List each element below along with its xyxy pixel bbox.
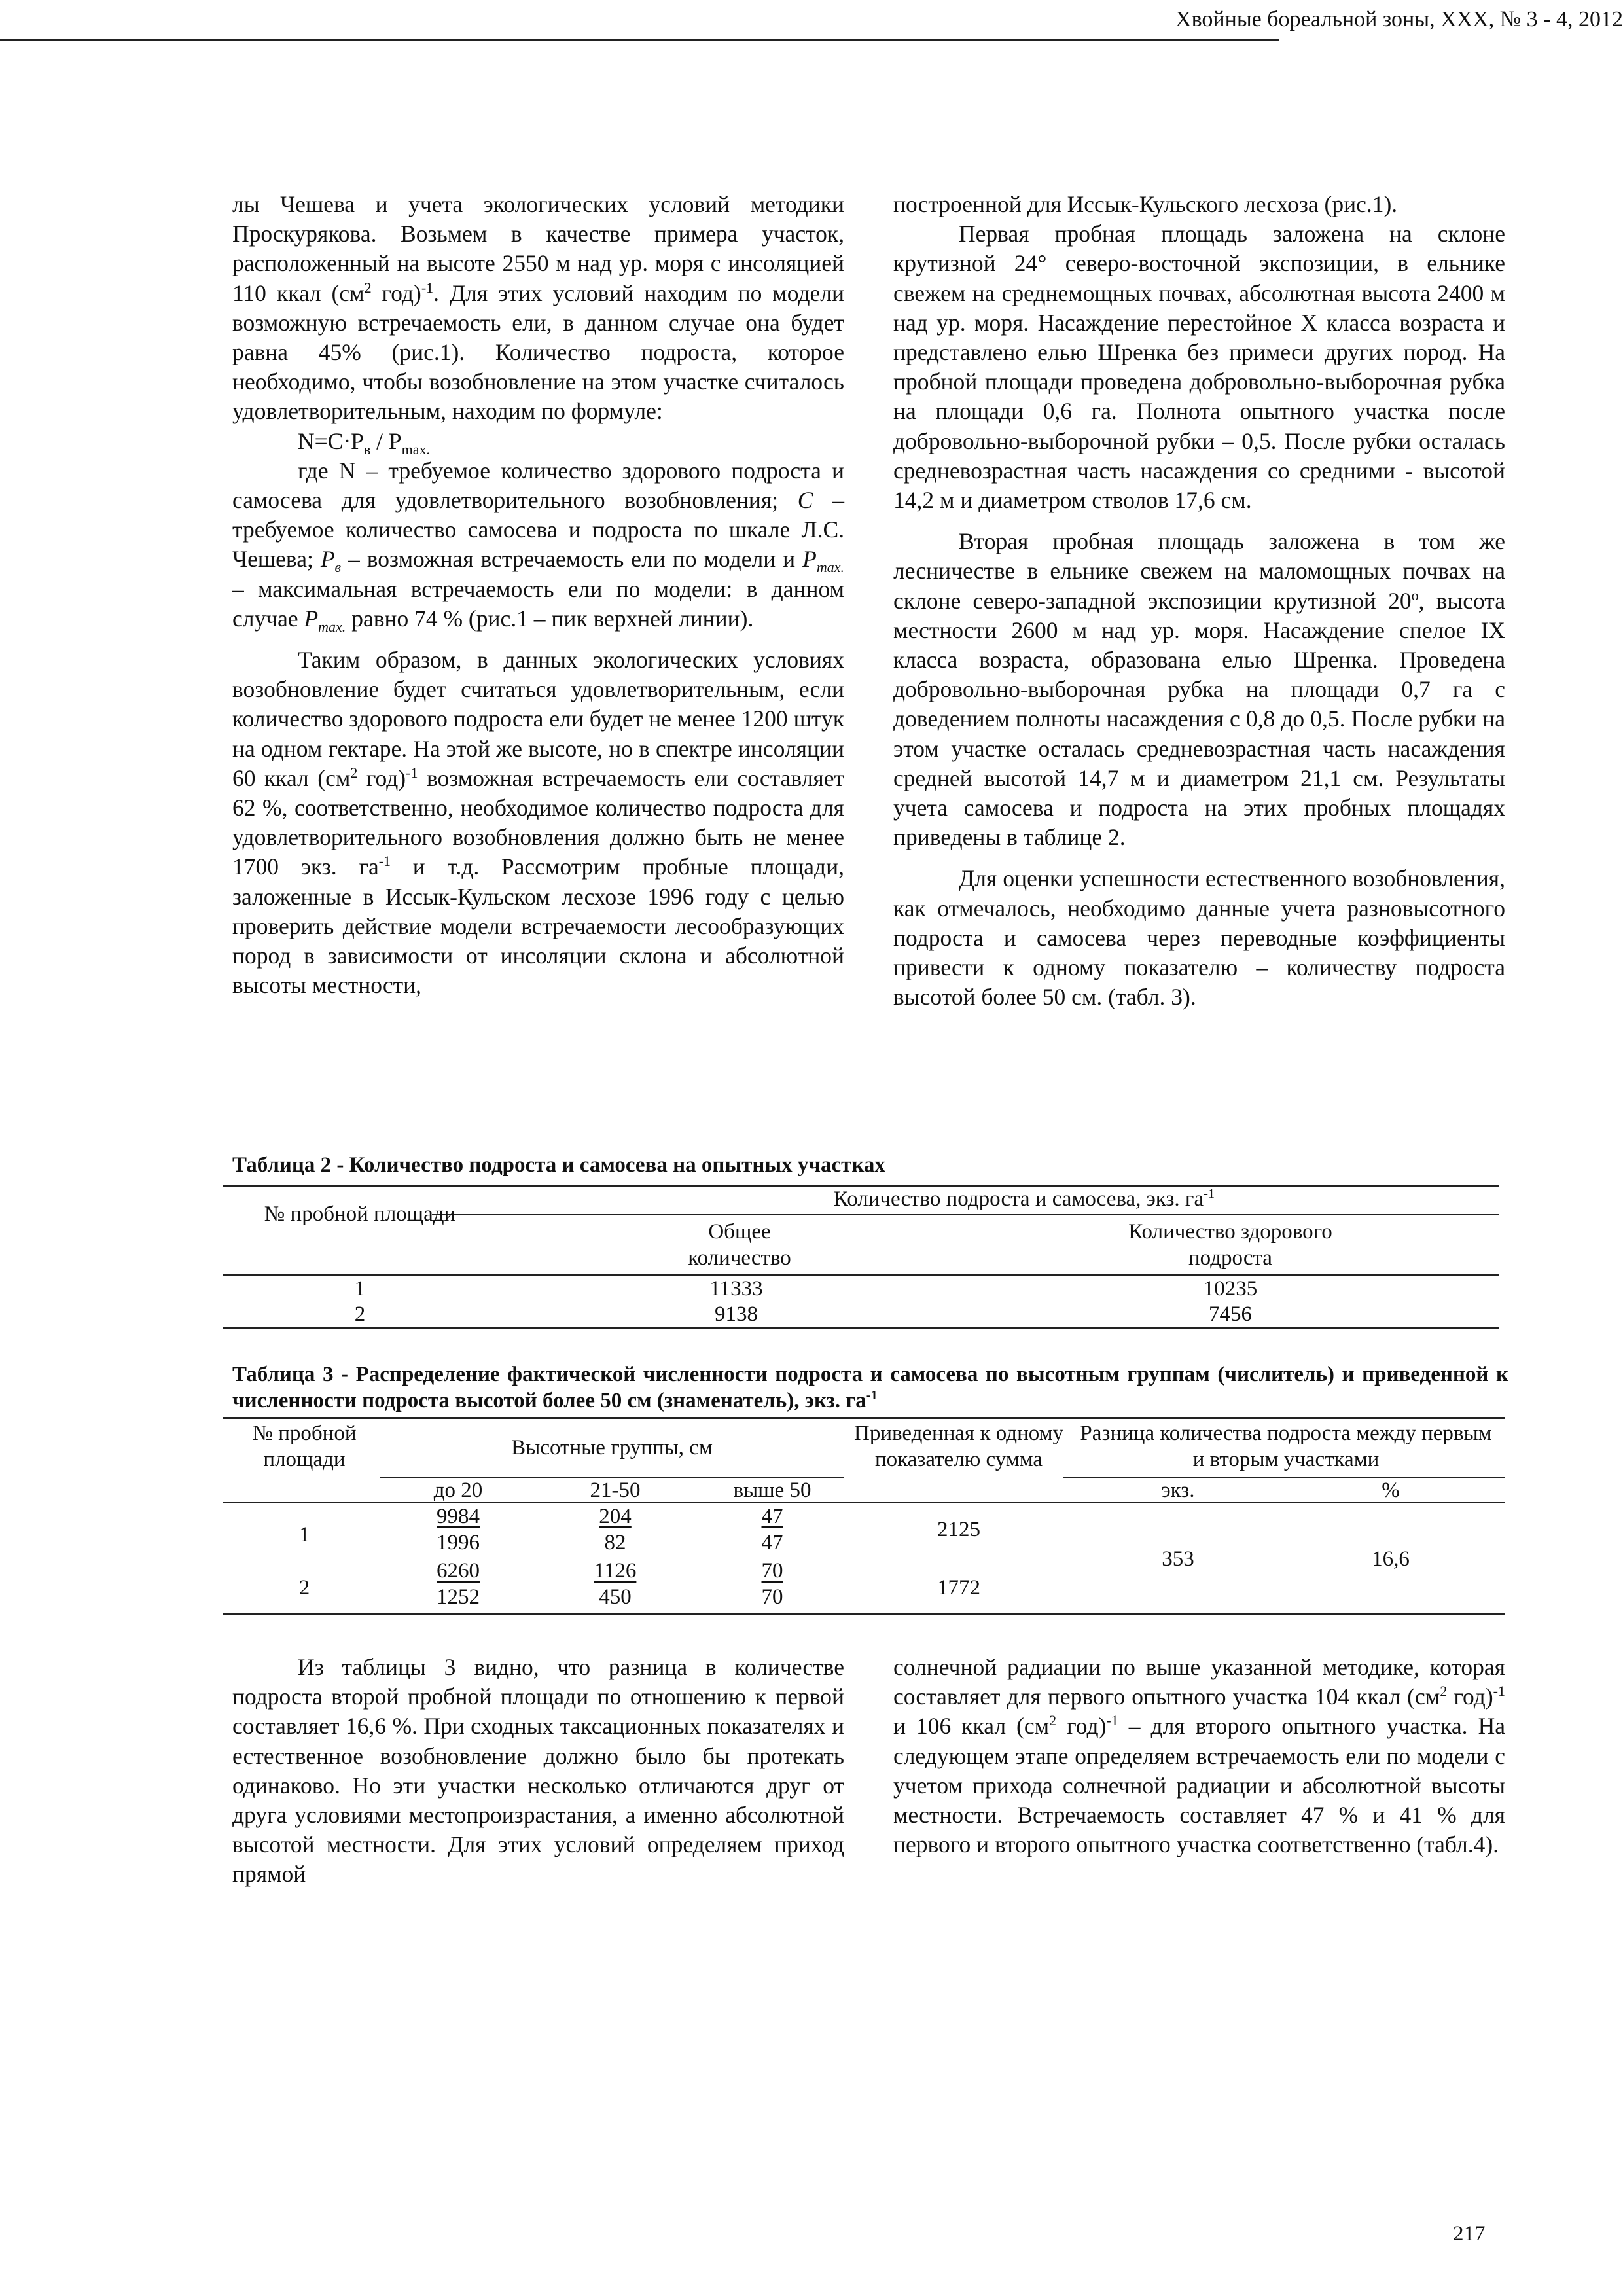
table3-cell-over50-denominator: 47 xyxy=(761,1531,783,1554)
table3-cell-over50-numerator: 47 xyxy=(761,1505,783,1528)
table2-cell-total: 11333 xyxy=(709,1277,763,1300)
table3-cell-over50-numerator: 70 xyxy=(761,1559,783,1583)
journal-title: Хвойные бореальной зоны, XXX, № 3 - 4, 2012 xyxy=(1175,7,1623,31)
table3-cell-plot: 2 xyxy=(298,1576,310,1600)
table2-header-total: Общее количество xyxy=(688,1220,791,1270)
table3-header-heights: Высотные группы, см xyxy=(511,1436,713,1460)
column-left-bottom xyxy=(232,1653,844,1890)
paragraph: солнечной радиации по выше указанной методике, которая составляет для первого опытного участка 104 ккал ($см^2$ год)$^{-1}$ и 106 ккал ($см^2$ год)$^{-1}$ – для второго опытного участка. На следующем этапе определяем встречаемость ели по модели с учетом прихода солнечной радиации и абсолютной высоты местности. Встречаемость составляет 47 % и 41 % для первого и второго опытного участка соответственно (табл.4). xyxy=(893,1654,1505,1858)
table3-cell-diff-pcs: 353 xyxy=(1162,1547,1194,1571)
table2-cell-plot: 1 xyxy=(354,1277,366,1300)
table2-cell-total: 9138 xyxy=(715,1302,758,1326)
table3-cell-to20-numerator: 9984 xyxy=(437,1505,480,1528)
table2-cell-healthy: 10235 xyxy=(1203,1277,1258,1300)
table3-cell-plot: 1 xyxy=(298,1523,310,1547)
table2-header-group: Количество подроста и самосева, экз. $га^{-1}$ xyxy=(833,1187,1215,1211)
table3-header-over50: выше 50 xyxy=(733,1479,812,1502)
paragraph: Для оценки успешности естественного возобновления, как отмечалось, необходимо данные учета разновысотного подроста и самосева через переводные коэффициенты привести к одному показателю – количеству подроста высотой более 50 см. (табл. 3). xyxy=(893,865,1505,1011)
table3-cell-diff-pct: 16,6 xyxy=(1372,1547,1410,1571)
running-header xyxy=(0,0,1623,41)
table2-bottom-rule xyxy=(223,1327,1499,1329)
table3-top-rule xyxy=(223,1417,1505,1419)
column-right-bottom xyxy=(893,1653,1505,1859)
table2-cell-healthy: 7456 xyxy=(1209,1302,1252,1326)
table3-header-diff: Разница количества подроста между первым и вторым участками xyxy=(1080,1422,1492,1471)
table2-header-healthy: Количество здорового подроста xyxy=(1128,1220,1332,1270)
table3-cell-sum: 2125 xyxy=(937,1518,980,1541)
table3-caption: Таблица 3 - Распределение фактической численности подроста и самосева по высотным группам (числитель) и приведенной к численности подроста высотой более 50 см (знаменатель), экз. $га^{-1}$ xyxy=(232,1363,1508,1412)
table2-caption: Таблица 2 - Количество подроста и самосева на опытных участках xyxy=(232,1153,885,1177)
table3-bottom-rule xyxy=(223,1613,1505,1615)
table3-cell-21-50-denominator: 82 xyxy=(604,1531,626,1554)
table2-group-rule xyxy=(432,1214,1499,1215)
table3-header-to20: до 20 xyxy=(433,1479,483,1502)
formula: $N=C\cdot P_в / P_{max.}$ xyxy=(298,427,431,457)
column-left-top xyxy=(232,190,844,1000)
paragraph: Первая пробная площадь заложена на склоне крутизной 24° северо-восточной экспозиции, в ельнике свежем на среднемощных почвах, абсолютная высота 2400 м над ур. моря. Насаждение перестойное X класса возраста и представлено елью Шренка без примеси других пород. На пробной площади проведена добровольно-выборочная рубка на площади 0,6 га. Полнота опытного участка после добровольно-выборочной рубки – 0,5. После рубки осталась средневозрастная часть насаждения со средними - высотой 14,2 м и диаметром стволов 17,6 см. xyxy=(893,221,1505,514)
paragraph: лы Чешева и учета экологических условий методики Проскурякова. Возьмем в качестве примера участок, расположенный на высоте 2550 м над ур. моря с инсоляцией 110 ккал ($см^2$ год)$^{-1}$. Для этих условий находим по модели возможную встречаемость ели, в данном случае она будет равна 45% (рис.1). Количество подроста, которое необходимо, чтобы возобновление на этом участке считалось удовлетворительным, находим по формуле: xyxy=(232,191,845,425)
table2-header-plot: № пробной площади xyxy=(264,1202,456,1226)
paragraph: построенной для Иссык-Кульского лесхоза (рис.1). xyxy=(893,191,1398,217)
table3-header-plot: № пробной площади xyxy=(252,1422,357,1471)
table3-header-pct: % xyxy=(1382,1479,1400,1502)
table3-cell-to20-numerator: 6260 xyxy=(437,1559,480,1583)
table3-header-reduced: Приведенная к одному показателю сумма xyxy=(854,1422,1063,1471)
table3-header-pcs: экз. xyxy=(1161,1479,1195,1502)
table3-cell-21-50-numerator: 1126 xyxy=(594,1559,637,1583)
column-right-top xyxy=(893,190,1505,1012)
page-number: 217 xyxy=(1453,2222,1486,2246)
table3-cell-sum: 1772 xyxy=(937,1576,980,1600)
table3-cell-21-50-numerator: 204 xyxy=(599,1505,632,1528)
table2-cell-plot: 2 xyxy=(354,1302,366,1326)
table3-cell-to20-denominator: 1252 xyxy=(437,1585,480,1609)
table3-header-21-50: 21-50 xyxy=(590,1479,641,1502)
table3-cell-over50-denominator: 70 xyxy=(761,1585,783,1609)
paragraph: где N – требуемое количество здорового подроста и самосева для удовлетворительного возобновления; С – требуемое количество самосева и подроста по шкале Л.С. Чешева; $Р_в$ – возможная встречаемость ели по модели и $Р_{max.}$ – максимальная встречаемость ели по модели: в данном случае $Р_{max.}$ равно 74 % (рис.1 – пик верхней линии). xyxy=(232,457,844,635)
paragraph: Вторая пробная площадь заложена в том же лесничестве в ельнике свежем на маломощных почвах на склоне северо-западной экспозиции крутизной $20^о$, высота местности 2600 м над ур. моря. Насаждение спелое IX класса возраста, образована елью Шренка. Проведена добровольно-выборочная рубка на площади 0,7 га с доведением полноты насаждения с 0,8 до 0,5. После рубки на этом участке осталась средневозрастная часть насаждения средней высотой 14,7 м и диаметром 21,1 см. Результаты учета самосева и подроста на этих пробных площадях приведены в таблице 2. xyxy=(893,528,1506,851)
paragraph: Таким образом, в данных экологических условиях возобновление будет считаться удовлетворительным, если количество здорового подроста ели будет не менее 1200 штук на одном гектаре. На этой же высоте, но в спектре инсоляции 60 ккал ($см^2$ год)$^{-1}$ возможная встречаемость ели составляет 62 %, соответственно, необходимое количество подроста для удовлетворительного возобновления должно быть не менее 1700 экз. $га^{-1}$ и т.д. Рассмотрим пробные площади, заложенные в Иссык-Кульском лесхозе 1996 году с целью проверить действие модели встречаемости лесообразующих пород в зависимости от инсоляции склона и абсолютной высоты местности, xyxy=(232,647,844,999)
paragraph: Из таблицы 3 видно, что разница в количестве подроста второй пробной площади по отношению к первой составляет 16,6 %. При сходных таксационных показателях и естественное возобновление должно было бы протекать одинаково. Но эти участки несколько отличаются друг от друга условиями местопроизрастания, а именно абсолютной высотой местности. Для этих условий определяем приход прямой xyxy=(232,1654,844,1888)
table3-cell-21-50-denominator: 450 xyxy=(599,1585,632,1609)
table3-cell-to20-denominator: 1996 xyxy=(437,1531,480,1554)
